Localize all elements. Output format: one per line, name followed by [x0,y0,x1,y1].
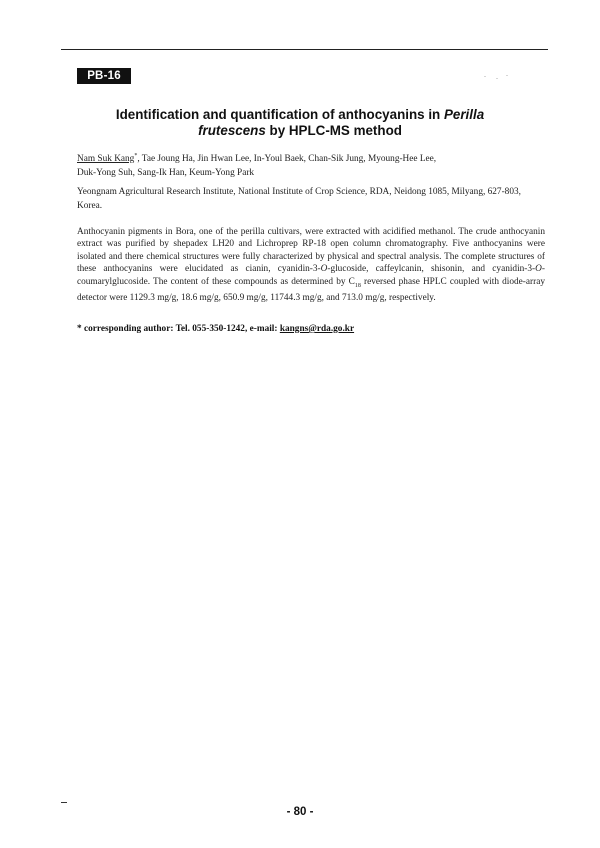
abstract-italic-o-2: O [535,264,542,275]
scan-speck [496,78,498,79]
abstract-text-1: Anthocyanin pigments in Bora, one of the perilla cultivars, were extracted with acidified methanol. The crude anthocyanin extract was purified by shepadex LH20 and Lichroprep RP-18 open column chromatography. Five anthocyanins were isolated and there chemical structures were fully characterized by physical and spectral analysis. The complete structures of these anthocyanins were elucidated as cianin, cyanidin-3- [77,227,545,275]
title-text-1: Identification and quantification of anthocyanins in [115,107,444,122]
abstract [77,226,545,304]
title-species-epithet: frutescens [198,123,266,138]
author-list-line1: , Tae Joung Ha, Jin Hwan Lee, In-Youl Baek, Chan-Sik Jung, Myoung-Hee Lee, [137,154,437,165]
abstract-subscript: 18 [354,282,361,289]
correspondence-email: kangns@rda.go.kr [279,324,355,334]
paper-title [70,107,530,139]
affiliation: Yeongnam Agricultural Research Institute, National Institute of Crop Science, RDA, Neidong 1085, Milyang, 627-803, Korea. [77,187,521,211]
author-list-line2: Duk-Yong Suh, Sang-Ik Han, Keum-Yong Park [77,168,255,179]
abstract-italic-o-1: O [320,264,328,275]
scan-speck [484,76,486,77]
author-list [77,149,547,180]
margin-dash [61,802,67,803]
correspondence-line [77,323,547,336]
correspondence-label: * corresponding author: Tel. 055-350-1242, e-mail: [77,324,280,334]
corresponding-marker: * [134,153,138,159]
page-number: - 80 - [286,806,314,818]
title-text-2: by HPLC-MS method [265,123,402,138]
scan-speck [506,75,508,76]
poster-badge: PB-16 [77,68,131,84]
abstract-text-2: -glucoside, caffeylcanin, shisonin, and cyanidin-3- [327,264,536,275]
abstract-text-4: reversed phase HPLC coupled with diode-array detector were 1129.3 mg/g, 18.6 mg/g, 650.9 mg/g, 11744.3 mg/g, and 713.0 mg/g, respectively. [77,276,545,303]
abstract-text-3: -coumarylglucoside. The content of these compounds as determined by C [77,264,545,287]
corresponding-author-name: Nam Suk Kang [77,154,135,165]
title-species-genus: Perilla [443,107,485,122]
header-rule [61,49,548,50]
